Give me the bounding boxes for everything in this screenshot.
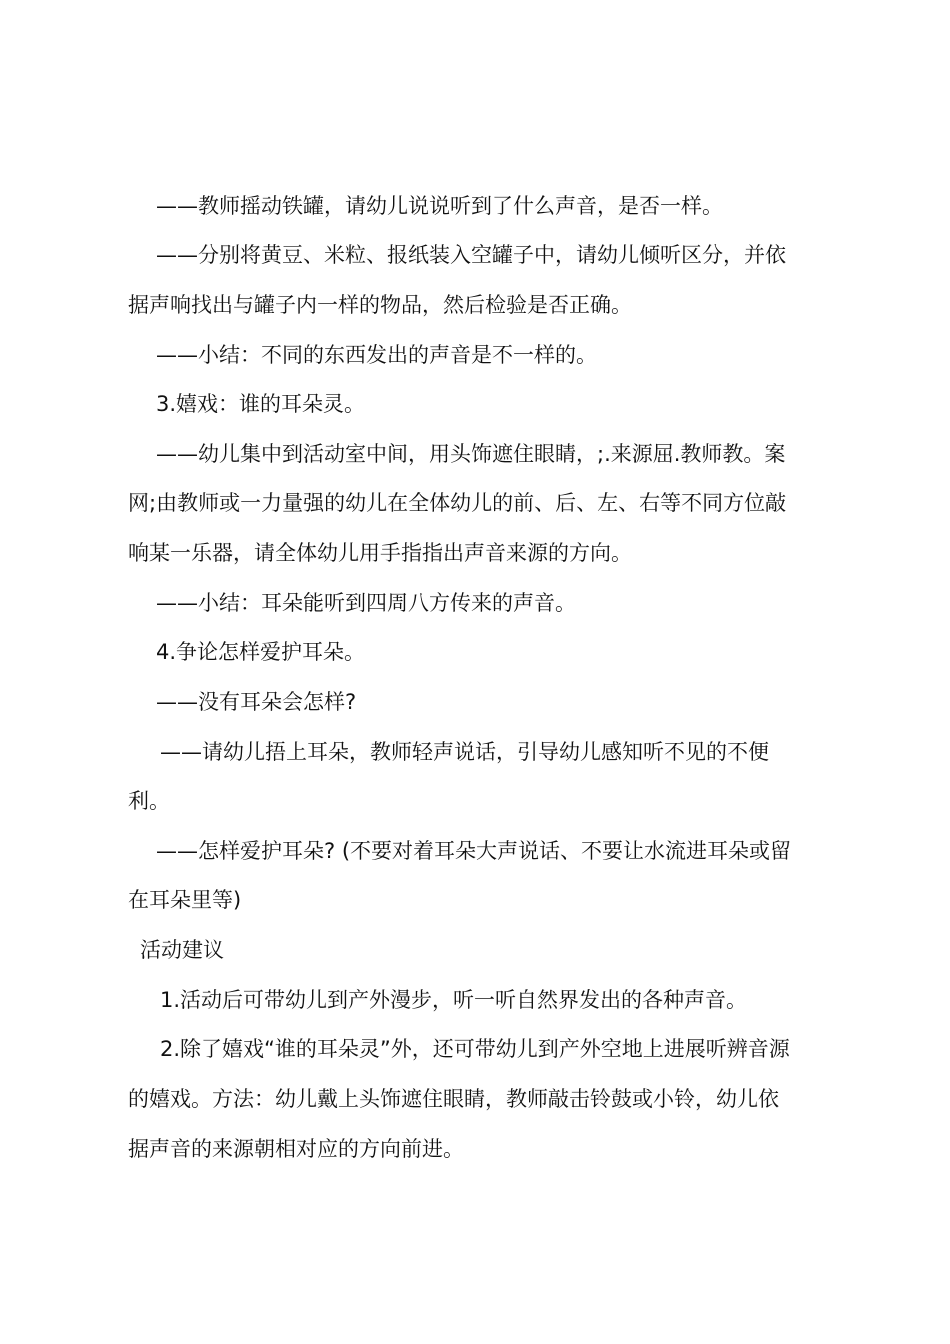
text-line: 据声响找出与罐子内一样的物品，然后检验是否正确。	[128, 293, 632, 317]
text-line: 响某一乐器，请全体幼儿用手指指出声音来源的方向。	[128, 541, 632, 565]
text-line: ——怎样爱护耳朵? (不要对着耳朵大声说话、不要让水流进耳朵或留	[156, 839, 792, 863]
text-line: 1.活动后可带幼儿到产外漫步，听一听自然界发出的各种声音。	[160, 988, 748, 1012]
text-line: 据声音的来源朝相对应的方向前进。	[128, 1137, 464, 1161]
text-line: ——没有耳朵会怎样?	[156, 690, 357, 714]
section-heading: 活动建议	[140, 938, 224, 962]
text-line: ——请幼儿捂上耳朵，教师轻声说话，引导幼儿感知听不见的不便	[160, 740, 769, 764]
text-line: ——分别将黄豆、米粒、报纸装入空罐子中，请幼儿倾听区分，并依	[156, 243, 786, 267]
text-line: ——小结：耳朵能听到四周八方传来的声音。	[156, 591, 576, 615]
text-line: ——幼儿集中到活动室中间，用头饰遮住眼睛，;.来源屈.教师教。案	[156, 442, 786, 466]
text-line: 网;由教师或一力量强的幼儿在全体幼儿的前、后、左、右等不同方位敲	[128, 491, 787, 515]
section-heading: 4.争论怎样爱护耳朵。	[156, 640, 366, 664]
text-line: 的嬉戏。方法：幼儿戴上头饰遮住眼睛，教师敲击铃鼓或小铃，幼儿依	[128, 1087, 779, 1111]
text-line: 利。	[128, 789, 170, 813]
text-line: 在耳朵里等)	[128, 888, 242, 912]
text-line: ——教师摇动铁罐，请幼儿说说听到了什么声音，是否一样。	[156, 194, 723, 218]
text-line: ——小结：不同的东西发出的声音是不一样的。	[156, 343, 597, 367]
text-line: 2.除了嬉戏“谁的耳朵灵”外，还可带幼儿到产外空地上进展听辨音源	[160, 1037, 790, 1061]
section-heading: 3.嬉戏：谁的耳朵灵。	[156, 392, 366, 416]
